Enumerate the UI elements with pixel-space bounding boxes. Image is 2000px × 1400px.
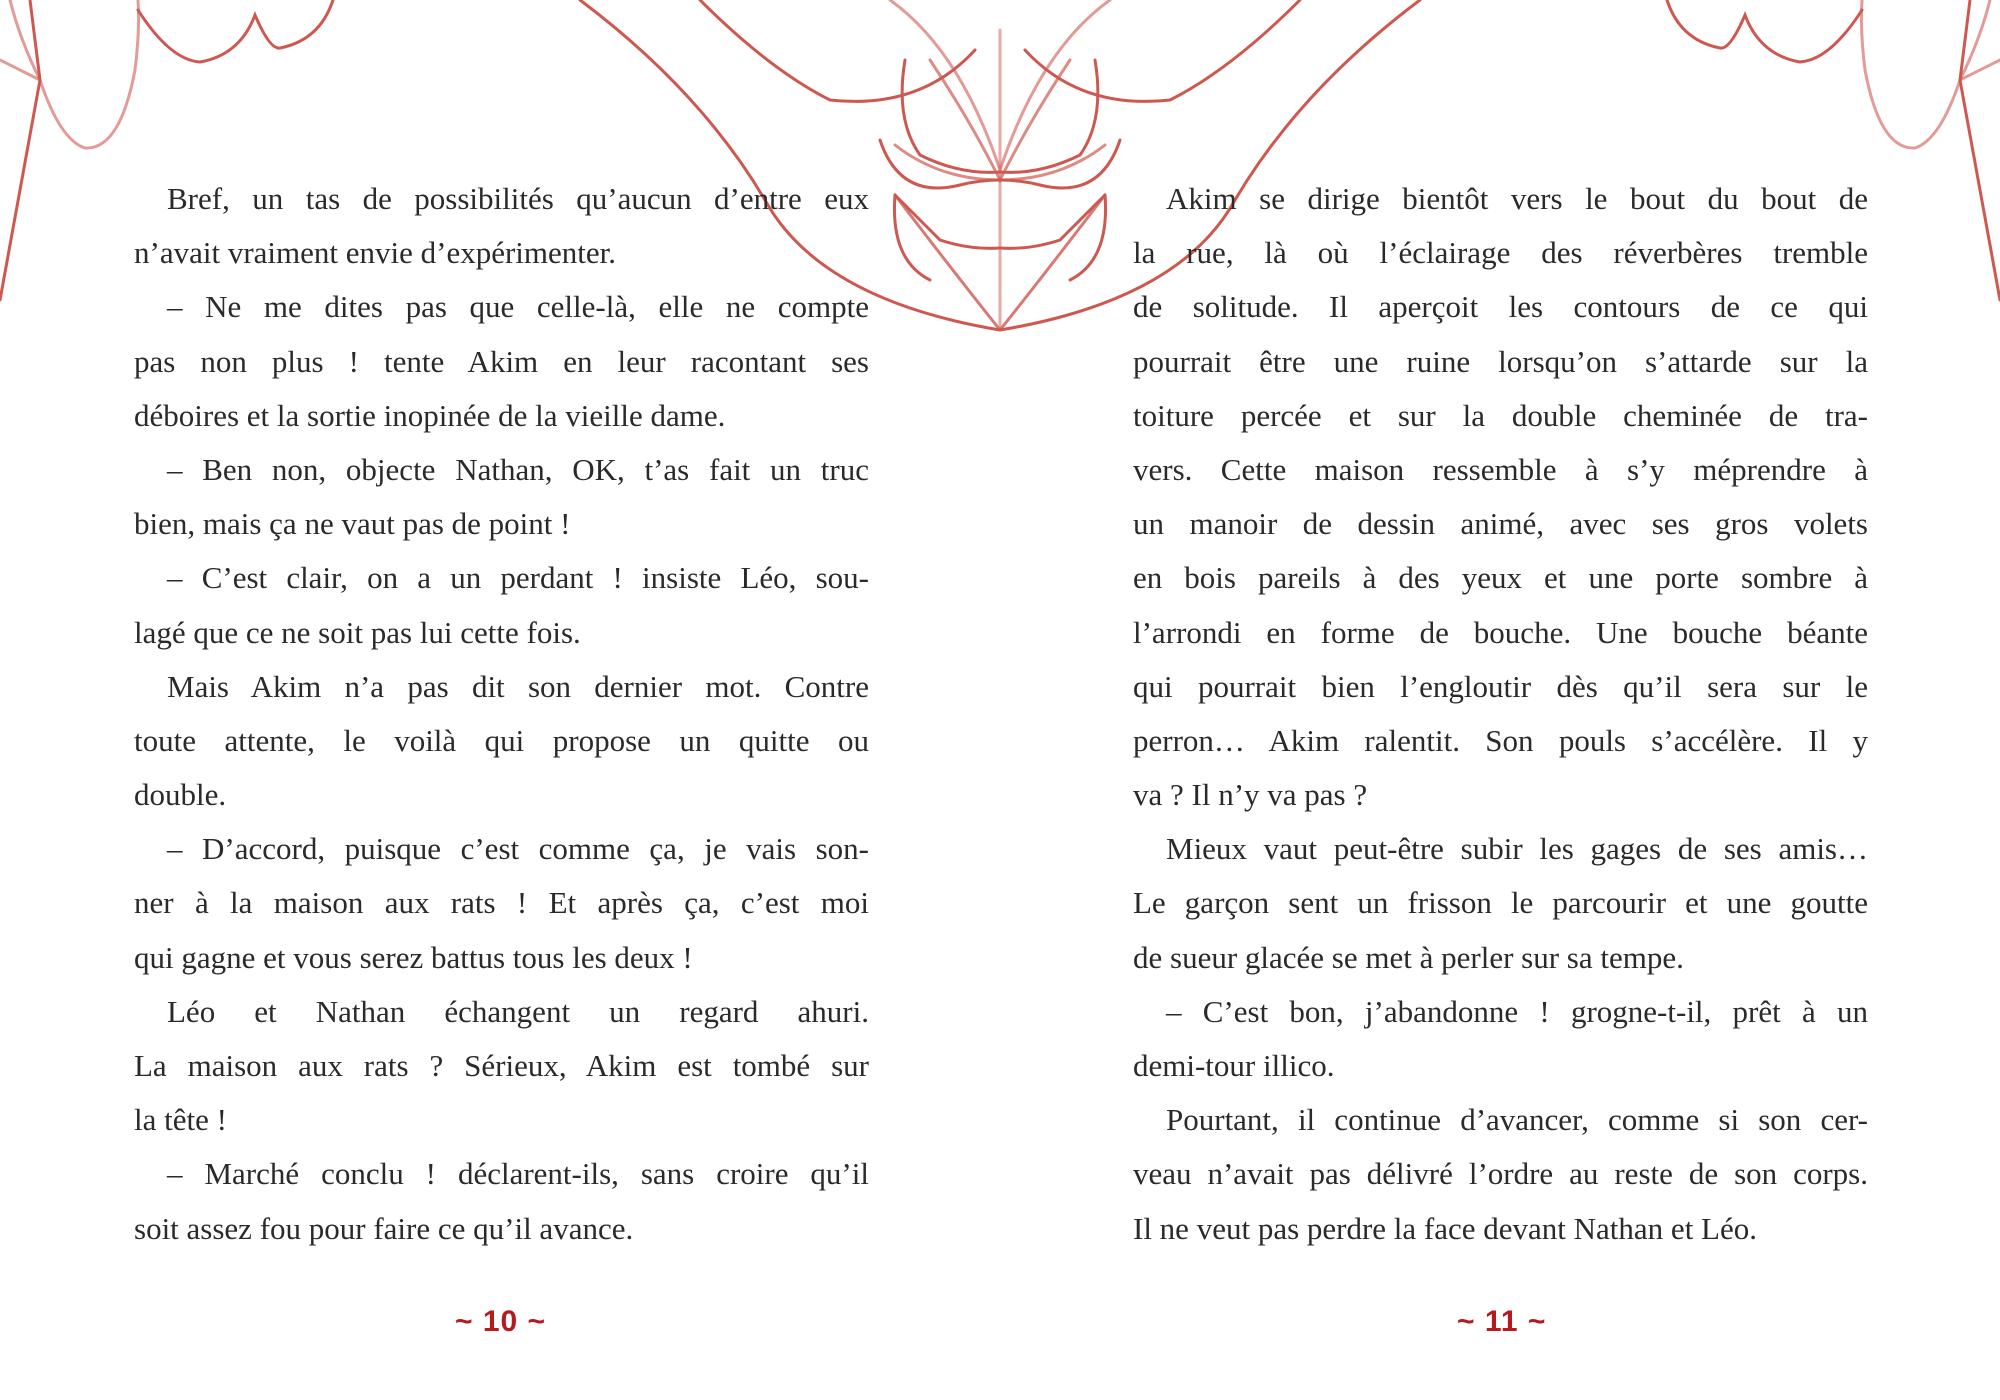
- text-line: Bref, un tas de possibilités qu’aucun d’entre eux: [167, 181, 869, 216]
- text-line: Il ne veut pas perdre la face devant Nathan et Léo.: [1133, 1210, 1757, 1246]
- right-page-text: [1133, 172, 1868, 1256]
- text-line: – Ne me dites pas que celle-là, elle ne compte: [167, 289, 869, 325]
- text-line: bien, mais ça ne vaut pas de point !: [134, 506, 571, 542]
- text-line: Le garçon sent un frisson le parcourir et une goutte: [1133, 885, 1868, 921]
- text-line: qui gagne et vous serez battus tous les deux !: [134, 939, 693, 975]
- text-line: n’avait vraiment envie d’expérimenter.: [134, 235, 617, 271]
- text-line: Pourtant, il continue d’avancer, comme si son cer-: [1166, 1102, 1868, 1138]
- text-line: veau n’avait pas délivré l’ordre au reste de son corps.: [1133, 1156, 1868, 1192]
- text-line: Léo et Nathan échangent un regard ahuri.: [167, 993, 869, 1029]
- text-line: La maison aux rats ? Sérieux, Akim est tombé sur: [134, 1048, 869, 1083]
- left-page-text: [134, 172, 869, 1256]
- page-number-right: ~ 11 ~: [1457, 1305, 1547, 1338]
- text-line: toiture percée et sur la double cheminée de tra-: [1133, 397, 1868, 433]
- text-line: Mais Akim n’a pas dit son dernier mot. Contre: [167, 668, 869, 704]
- text-line: – Marché conclu ! déclarent-ils, sans croire qu’il: [167, 1156, 869, 1192]
- text-line: – Ben non, objecte Nathan, OK, t’as fait un truc: [167, 451, 869, 487]
- text-line: déboires et la sortie inopinée de la vieille dame.: [134, 397, 726, 433]
- text-line: – D’accord, puisque c’est comme ça, je vais son-: [167, 831, 869, 867]
- text-line: Mieux vaut peut-être subir les gages de ses amis…: [1166, 831, 1868, 867]
- text-line: de sueur glacée se met à perler sur sa tempe.: [1133, 939, 1684, 975]
- text-line: pourrait être une ruine lorsqu’on s’attarde sur la: [1133, 343, 1868, 379]
- text-line: va ? Il n’y va pas ?: [1133, 777, 1368, 813]
- text-line: pas non plus ! tente Akim en leur racontant ses: [134, 343, 869, 379]
- text-line: en bois pareils à des yeux et une porte sombre à: [1133, 560, 1868, 596]
- text-line: la rue, là où l’éclairage des réverbères tremble: [1133, 235, 1868, 271]
- text-line: Akim se dirige bientôt vers le bout du bout de: [1166, 181, 1868, 216]
- text-line: – C’est clair, on a un perdant ! insiste Léo, sou-: [167, 560, 869, 596]
- text-line: – C’est bon, j’abandonne ! grogne-t-il, prêt à un: [1166, 993, 1868, 1029]
- text-line: soit assez fou pour faire ce qu’il avance.: [134, 1210, 634, 1246]
- text-line: ner à la maison aux rats ! Et après ça, c’est moi: [134, 885, 869, 921]
- text-line: toute attente, le voilà qui propose un quitte ou: [134, 722, 869, 758]
- text-line: double.: [134, 777, 227, 813]
- text-line: la tête !: [134, 1102, 227, 1138]
- text-line: vers. Cette maison ressemble à s’y méprendre à: [1133, 451, 1868, 487]
- text-line: qui pourrait bien l’engloutir dès qu’il sera sur le: [1133, 668, 1868, 704]
- text-line: demi-tour illico.: [1133, 1048, 1335, 1083]
- page-number-left: ~ 10 ~: [455, 1305, 547, 1338]
- text-line: l’arrondi en forme de bouche. Une bouche béante: [1133, 614, 1868, 650]
- text-line: perron… Akim ralentit. Son pouls s’accélère. Il y: [1133, 722, 1868, 758]
- text-line: un manoir de dessin animé, avec ses gros volets: [1133, 506, 1868, 542]
- text-line: de solitude. Il aperçoit les contours de ce qui: [1133, 289, 1868, 325]
- text-line: lagé que ce ne soit pas lui cette fois.: [134, 614, 581, 650]
